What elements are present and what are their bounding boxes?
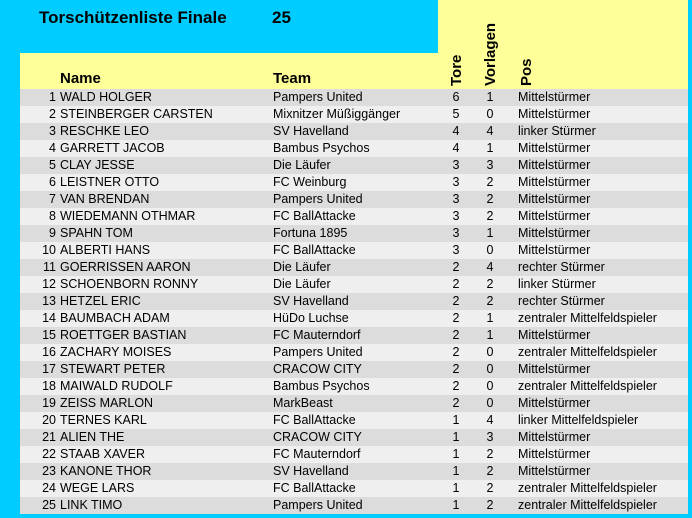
rank-cell: 20	[42, 413, 56, 427]
pos-cell: linker Mittelfeldspieler	[518, 413, 639, 427]
name-cell: STAAB XAVER	[60, 447, 145, 461]
table-row	[20, 310, 688, 327]
tore-cell: 3	[452, 158, 460, 172]
vorlagen-cell: 4	[486, 260, 494, 274]
pos-cell: Mittelstürmer	[518, 328, 591, 342]
table-row	[20, 225, 688, 242]
vorlagen-cell: 3	[486, 430, 494, 444]
pos-cell: Mittelstürmer	[518, 430, 591, 444]
team-cell: CRACOW CITY	[273, 362, 362, 376]
rank-cell: 25	[42, 498, 56, 512]
vorlagen-cell: 1	[486, 311, 494, 325]
team-cell: Fortuna 1895	[273, 226, 348, 240]
table-row	[20, 123, 688, 140]
table-row	[20, 259, 688, 276]
vorlagen-cell: 2	[486, 192, 494, 206]
rank-cell: 19	[42, 396, 56, 410]
header-pos: Pos	[518, 58, 535, 86]
header-name: Name	[60, 70, 101, 87]
name-cell: HETZEL ERIC	[60, 294, 141, 308]
name-cell: GARRETT JACOB	[60, 141, 165, 155]
tore-cell: 4	[452, 124, 460, 138]
table-row	[20, 463, 688, 480]
team-cell: Pampers United	[273, 345, 363, 359]
vorlagen-cell: 2	[486, 464, 494, 478]
table-row	[20, 497, 688, 514]
vorlagen-cell: 0	[486, 396, 494, 410]
name-cell: STEINBERGER CARSTEN	[60, 107, 213, 121]
pos-cell: Mittelstürmer	[518, 192, 591, 206]
rank-cell: 3	[49, 124, 56, 138]
team-cell: Pampers United	[273, 498, 363, 512]
pos-cell: zentraler Mittelfeldspieler	[518, 498, 657, 512]
pos-cell: Mittelstürmer	[518, 226, 591, 240]
name-cell: ALBERTI HANS	[60, 243, 151, 257]
header-top-panel	[438, 0, 688, 53]
header-vorlagen: Vorlagen	[482, 22, 499, 86]
team-cell: Bambus Psychos	[273, 141, 370, 155]
rank-cell: 22	[42, 447, 56, 461]
rank-cell: 1	[49, 90, 56, 104]
name-cell: MAIWALD RUDOLF	[60, 379, 173, 393]
team-cell: Die Läufer	[273, 158, 331, 172]
team-cell: CRACOW CITY	[273, 430, 362, 444]
vorlagen-cell: 3	[486, 158, 494, 172]
team-cell: HüDo Luchse	[273, 311, 349, 325]
table-row	[20, 378, 688, 395]
name-cell: KANONE THOR	[60, 464, 152, 478]
vorlagen-cell: 1	[486, 226, 494, 240]
rank-cell: 18	[42, 379, 56, 393]
team-cell: MarkBeast	[273, 396, 333, 410]
tore-cell: 1	[452, 413, 460, 427]
table-row	[20, 480, 688, 497]
rank-cell: 21	[42, 430, 56, 444]
name-cell: ZACHARY MOISES	[60, 345, 172, 359]
team-cell: FC BallAttacke	[273, 243, 356, 257]
name-cell: CLAY JESSE	[60, 158, 135, 172]
pos-cell: rechter Stürmer	[518, 294, 605, 308]
vorlagen-cell: 2	[486, 175, 494, 189]
tore-cell: 1	[452, 464, 460, 478]
rank-cell: 10	[42, 243, 56, 257]
name-cell: SPAHN TOM	[60, 226, 133, 240]
vorlagen-cell: 2	[486, 447, 494, 461]
vorlagen-cell: 0	[486, 107, 494, 121]
team-cell: Pampers United	[273, 192, 363, 206]
name-cell: BAUMBACH ADAM	[60, 311, 170, 325]
table-row	[20, 429, 688, 446]
team-cell: FC BallAttacke	[273, 413, 356, 427]
tore-cell: 3	[452, 226, 460, 240]
rank-cell: 15	[42, 328, 56, 342]
name-cell: ALIEN THE	[60, 430, 125, 444]
rank-cell: 11	[43, 260, 56, 274]
rank-cell: 8	[49, 209, 56, 223]
team-cell: SV Havelland	[273, 124, 349, 138]
vorlagen-cell: 1	[486, 328, 494, 342]
pos-cell: Mittelstürmer	[518, 362, 591, 376]
name-cell: RESCHKE LEO	[60, 124, 149, 138]
page-title: Torschützenliste Finale	[39, 8, 227, 27]
pos-cell: linker Stürmer	[518, 277, 596, 291]
vorlagen-cell: 0	[486, 362, 494, 376]
team-cell: Mixnitzer Müßiggänger	[273, 107, 401, 121]
tore-cell: 2	[452, 362, 460, 376]
table-row	[20, 395, 688, 412]
table-row	[20, 361, 688, 378]
pos-cell: Mittelstürmer	[518, 243, 591, 257]
rank-cell: 17	[42, 362, 56, 376]
vorlagen-cell: 2	[486, 481, 494, 495]
team-cell: SV Havelland	[273, 464, 349, 478]
tore-cell: 2	[452, 260, 460, 274]
rank-cell: 6	[49, 175, 56, 189]
name-cell: LINK TIMO	[60, 498, 123, 512]
rank-cell: 16	[42, 345, 56, 359]
team-cell: FC Mauterndorf	[273, 328, 361, 342]
tore-cell: 2	[452, 277, 460, 291]
tore-cell: 4	[452, 141, 460, 155]
team-cell: FC Weinburg	[273, 175, 347, 189]
tore-cell: 3	[452, 209, 460, 223]
scorer-table	[20, 89, 688, 514]
tore-cell: 2	[452, 345, 460, 359]
vorlagen-cell: 1	[486, 141, 494, 155]
team-cell: Die Läufer	[273, 277, 331, 291]
pos-cell: Mittelstürmer	[518, 464, 591, 478]
pos-cell: Mittelstürmer	[518, 90, 591, 104]
table-row	[20, 191, 688, 208]
table-row	[20, 89, 688, 106]
tore-cell: 1	[452, 481, 460, 495]
table-row	[20, 174, 688, 191]
table-header	[20, 53, 688, 89]
vorlagen-cell: 2	[486, 277, 494, 291]
team-cell: FC Mauterndorf	[273, 447, 361, 461]
table-row	[20, 412, 688, 429]
name-cell: STEWART PETER	[60, 362, 166, 376]
player-count: 25	[272, 8, 291, 27]
name-cell: WEGE LARS	[60, 481, 135, 495]
vorlagen-cell: 2	[486, 498, 494, 512]
pos-cell: Mittelstürmer	[518, 107, 591, 121]
table-row	[20, 344, 688, 361]
table-row	[20, 157, 688, 174]
pos-cell: zentraler Mittelfeldspieler	[518, 311, 657, 325]
header-team: Team	[273, 70, 312, 87]
pos-cell: Mittelstürmer	[518, 396, 591, 410]
table-row	[20, 446, 688, 463]
name-cell: TERNES KARL	[60, 413, 147, 427]
table-row	[20, 106, 688, 123]
team-cell: FC BallAttacke	[273, 481, 356, 495]
tore-cell: 6	[452, 90, 460, 104]
tore-cell: 3	[452, 192, 460, 206]
pos-cell: rechter Stürmer	[518, 260, 605, 274]
tore-cell: 3	[452, 243, 460, 257]
rank-cell: 2	[49, 107, 56, 121]
tore-cell: 3	[452, 175, 460, 189]
name-cell: WALD HOLGER	[60, 90, 152, 104]
rank-cell: 4	[49, 141, 56, 155]
rank-cell: 5	[49, 158, 56, 172]
vorlagen-cell: 1	[486, 90, 494, 104]
table-row	[20, 242, 688, 259]
name-cell: ROETTGER BASTIAN	[60, 328, 187, 342]
rank-cell: 24	[42, 481, 56, 495]
pos-cell: zentraler Mittelfeldspieler	[518, 345, 657, 359]
tore-cell: 2	[452, 379, 460, 393]
team-cell: Pampers United	[273, 90, 363, 104]
name-cell: WIEDEMANN OTHMAR	[60, 209, 196, 223]
name-cell: LEISTNER OTTO	[60, 175, 160, 189]
pos-cell: linker Stürmer	[518, 124, 596, 138]
vorlagen-cell: 0	[486, 345, 494, 359]
rank-cell: 14	[42, 311, 56, 325]
header-tore: Tore	[448, 54, 465, 86]
vorlagen-cell: 0	[486, 379, 494, 393]
rank-cell: 12	[42, 277, 56, 291]
table-row	[20, 327, 688, 344]
pos-cell: Mittelstürmer	[518, 175, 591, 189]
rank-cell: 23	[42, 464, 56, 478]
team-cell: Bambus Psychos	[273, 379, 370, 393]
vorlagen-cell: 4	[486, 413, 494, 427]
tore-cell: 1	[452, 447, 460, 461]
vorlagen-cell: 2	[486, 294, 494, 308]
tore-cell: 2	[452, 328, 460, 342]
name-cell: VAN BRENDAN	[60, 192, 150, 206]
table-row	[20, 293, 688, 310]
rank-cell: 13	[42, 294, 56, 308]
tore-cell: 2	[452, 396, 460, 410]
team-cell: Die Läufer	[273, 260, 331, 274]
tore-cell: 2	[452, 294, 460, 308]
tore-cell: 2	[452, 311, 460, 325]
tore-cell: 1	[452, 430, 460, 444]
team-cell: FC BallAttacke	[273, 209, 356, 223]
name-cell: GOERRISSEN AARON	[60, 260, 191, 274]
vorlagen-cell: 4	[486, 124, 494, 138]
pos-cell: Mittelstürmer	[518, 447, 591, 461]
tore-cell: 1	[452, 498, 460, 512]
table-row	[20, 276, 688, 293]
vorlagen-cell: 2	[486, 209, 494, 223]
pos-cell: Mittelstürmer	[518, 209, 591, 223]
name-cell: SCHOENBORN RONNY	[60, 277, 199, 291]
name-cell: ZEISS MARLON	[60, 396, 154, 410]
pos-cell: zentraler Mittelfeldspieler	[518, 379, 657, 393]
rank-cell: 9	[49, 226, 56, 240]
table-row	[20, 208, 688, 225]
team-cell: SV Havelland	[273, 294, 349, 308]
tore-cell: 5	[452, 107, 460, 121]
table-row	[20, 140, 688, 157]
rank-cell: 7	[49, 192, 56, 206]
vorlagen-cell: 0	[486, 243, 494, 257]
pos-cell: Mittelstürmer	[518, 158, 591, 172]
pos-cell: zentraler Mittelfeldspieler	[518, 481, 657, 495]
pos-cell: Mittelstürmer	[518, 141, 591, 155]
